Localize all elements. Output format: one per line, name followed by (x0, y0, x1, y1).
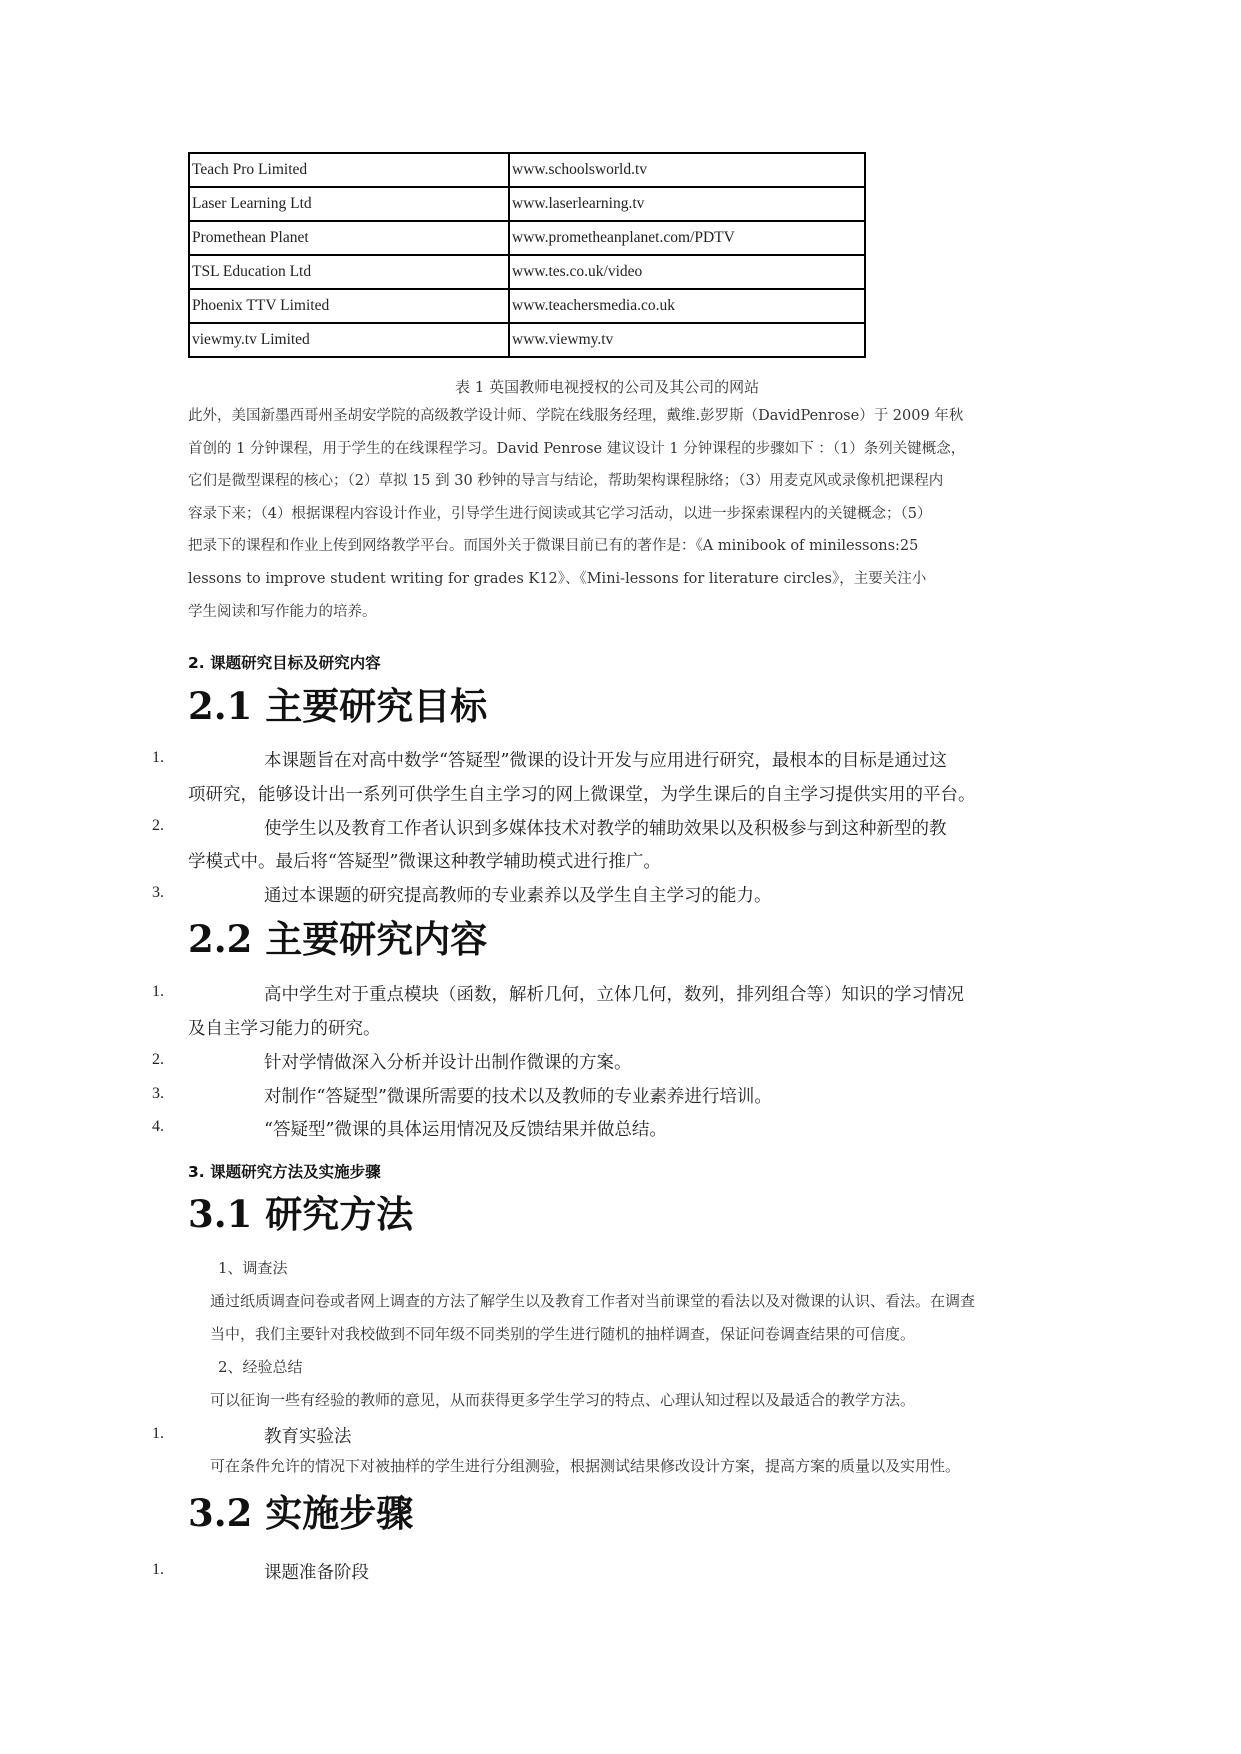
website-cell: www.tes.co.uk/video (509, 255, 865, 289)
list-item-text: 及自主学习能力的研究。 (188, 1019, 381, 1039)
company-name-cell: Laser Learning Ltd (189, 187, 509, 221)
list-item-text: 通过本课题的研究提高教师的专业素养以及学生自主学习的能力。 (264, 886, 772, 906)
website-cell: www.teachersmedia.co.uk (509, 289, 865, 323)
intro-line: lessons to improve student writing for grades K12》、《Mini-lessons for literature circles》，主要关注小 (188, 570, 927, 587)
list-item-text: 学模式中。最后将“答疑型”微课这种教学辅助模式进行推广。 (188, 852, 661, 872)
list-item-text: 使学生以及教育工作者认识到多媒体技术对教学的辅助效果以及积极参与到这种新型的教 (264, 819, 947, 839)
list-number: 1. (152, 749, 164, 766)
list-item-text: 对制作“答疑型”微课所需要的技术以及教师的专业素养进行培训。 (264, 1087, 772, 1107)
table-row (189, 153, 865, 187)
list-number: 2. (152, 817, 164, 834)
list-number: 1. (152, 983, 164, 1000)
method-1-text: 通过纸质调查问卷或者网上调查的方法了解学生以及教育工作者对当前课堂的看法以及对微课的认识、看法。在调查 (210, 1292, 976, 1310)
list-number: 3. (152, 884, 164, 901)
method-3-text: 可在条件允许的情况下对被抽样的学生进行分组测验，根据测试结果修改设计方案，提高方案的质量以及实用性。 (210, 1457, 961, 1475)
table-row (189, 289, 865, 323)
list-item-text: 项研究，能够设计出一系列可供学生自主学习的网上微课堂，为学生课后的自主学习提供实用的平台。 (188, 785, 976, 805)
company-name-cell: Promethean Planet (189, 221, 509, 255)
section-3-heading: 3. 课题研究方法及实施步骤 (188, 1163, 381, 1181)
section-2-heading: 2. 课题研究目标及研究内容 (188, 654, 381, 672)
intro-line: 学生阅读和写作能力的培养。 (188, 603, 377, 620)
list-number: 3. (152, 1085, 164, 1102)
table-caption: 表 1 英国教师电视授权的公司及其公司的网站 (455, 378, 760, 396)
intro-line: 把录下的课程和作业上传到网络教学平台。而国外关于微课目前已有的著作是：《A minibook of minilessons:25 (188, 538, 919, 555)
list-number: 1. (152, 1425, 164, 1442)
company-website-table (188, 152, 866, 358)
list-item-text: 本课题旨在对高中数学“答疑型”微课的设计开发与应用进行研究，最根本的目标是通过这 (264, 751, 947, 771)
table-row (189, 323, 865, 357)
list-item-text: “答疑型”微课的具体运用情况及反馈结果并做总结。 (264, 1120, 667, 1140)
company-name-cell: TSL Education Ltd (189, 255, 509, 289)
method-3-label: 教育实验法 (264, 1427, 352, 1447)
section-3-1-title: 3.1 研究方法 (188, 1192, 414, 1236)
method-2-label: 2、经验总结 (218, 1358, 303, 1376)
intro-line: 容录下来；（4）根据课程内容设计作业，引导学生进行阅读或其它学习活动，以进一步探索课程内的关键概念；（5） (188, 505, 932, 522)
method-2-text: 可以征询一些有经验的教师的意见，从而获得更多学生学习的特点、心理认知过程以及最适合的教学方法。 (210, 1391, 916, 1409)
table-row (189, 221, 865, 255)
section-2-1-title: 2.1 主要研究目标 (188, 684, 488, 728)
section-2-2-title: 2.2 主要研究内容 (188, 917, 488, 961)
method-1-label: 1、调查法 (218, 1259, 288, 1277)
website-cell: www.schoolsworld.tv (509, 153, 865, 187)
list-item-text: 针对学情做深入分析并设计出制作微课的方案。 (264, 1053, 632, 1073)
method-1-text: 当中，我们主要针对我校做到不同年级不同类别的学生进行随机的抽样调查，保证问卷调查结果的可信度。 (210, 1325, 916, 1343)
intro-line: 它们是微型课程的核心；（2）草拟 15 到 30 秒钟的导言与结论，帮助架构课程脉络；（3）用麦克风或录像机把课程内 (188, 473, 944, 490)
list-number: 4. (152, 1118, 164, 1135)
intro-paragraph (188, 400, 1068, 628)
company-name-cell: Teach Pro Limited (189, 153, 509, 187)
company-name-cell: Phoenix TTV Limited (189, 289, 509, 323)
list-item-text: 课题准备阶段 (264, 1563, 369, 1583)
website-cell: www.prometheanplanet.com/PDTV (509, 221, 865, 255)
list-number: 1. (152, 1561, 164, 1578)
company-name-cell: viewmy.tv Limited (189, 323, 509, 357)
table-row (189, 255, 865, 289)
section-3-2-title: 3.2 实施步骤 (188, 1491, 414, 1535)
list-number: 2. (152, 1051, 164, 1068)
website-cell: www.laserlearning.tv (509, 187, 865, 221)
website-cell: www.viewmy.tv (509, 323, 865, 357)
intro-line: 首创的 1 分钟课程，用于学生的在线课程学习。David Penrose 建议设计 1 分钟课程的步骤如下 ：（1）条列关键概念， (188, 440, 966, 457)
list-item-text: 高中学生对于重点模块（函数，解析几何，立体几何，数列，排列组合等）知识的学习情况 (264, 985, 964, 1005)
table-row (189, 187, 865, 221)
intro-line: 此外，美国新墨西哥州圣胡安学院的高级教学设计师、学院在线服务经理，戴维.彭罗斯（DavidPenrose）于 2009 年秋 (188, 408, 964, 424)
